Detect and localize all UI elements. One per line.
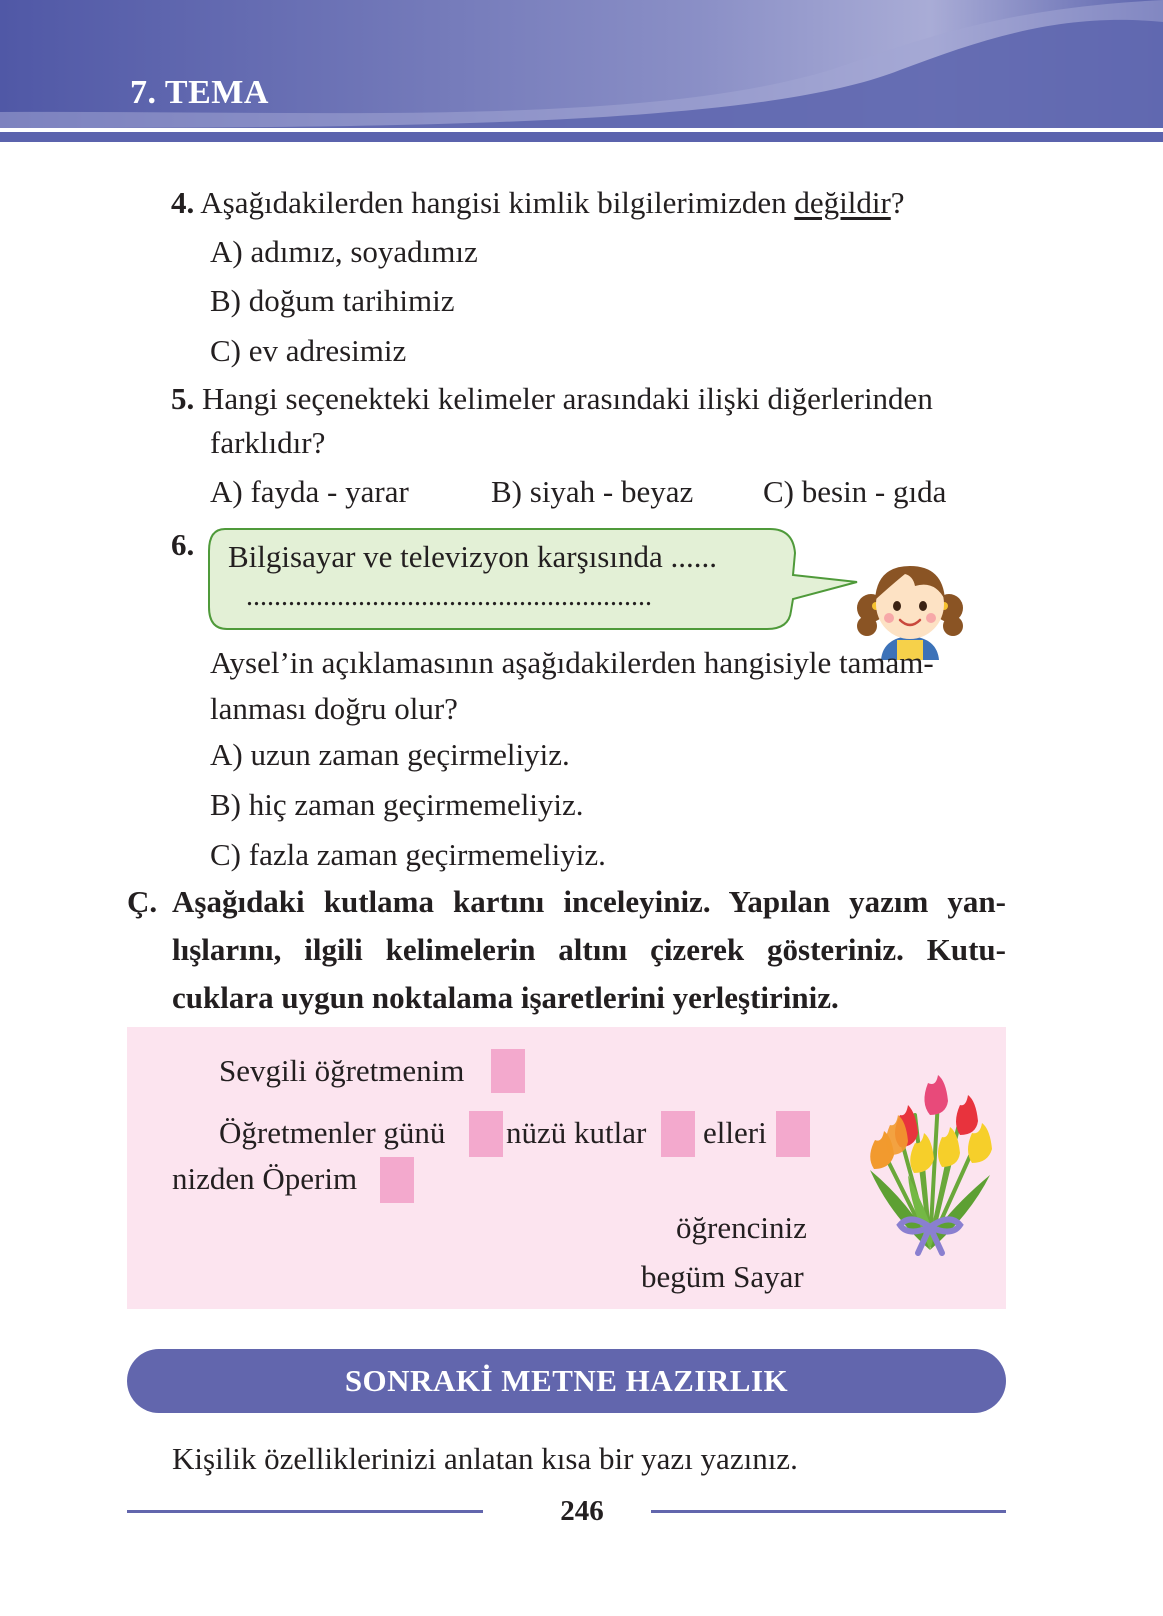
punctuation-box-5[interactable] (380, 1157, 414, 1203)
page-number: 246 (560, 1495, 604, 1527)
question-4-option-c: C) ev adresimiz (210, 333, 407, 368)
question-5-text-line2: farklıdır? (210, 425, 326, 460)
question-6-option-c: C) fazla zaman geçirmemeliyiz. (210, 837, 606, 872)
question-4-option-b: B) doğum tarihimiz (210, 283, 455, 318)
question-6-text-line1: Aysel’in açıklamasının aşağıdakilerden hangisiyle tamam- (210, 645, 934, 680)
bubble-text-line1: Bilgisayar ve televizyon karşısında ...... (228, 539, 717, 574)
bubble-text-line2: .......................................................... (246, 581, 652, 612)
punctuation-box-4[interactable] (776, 1111, 810, 1157)
card-greeting: Sevgili öğretmenim (219, 1053, 465, 1088)
question-5-option-c: C) besin - gıda (763, 474, 947, 509)
section-c-line3: cuklara uygun noktalama işaretlerini yerleştiriniz. (172, 980, 839, 1015)
question-5 (171, 380, 933, 418)
next-text-title: SONRAKİ METNE HAZIRLIK (344, 1363, 789, 1398)
question-5-option-a: A) fayda - yarar (210, 474, 409, 509)
question-4-number: 4. (171, 185, 195, 220)
card-body-part2: nüzü kutlar (506, 1115, 647, 1150)
question-6-number: 6. (171, 527, 195, 562)
question-6-option-b: B) hiç zaman geçirmemeliyiz. (210, 787, 584, 822)
footer-rule-right (651, 1510, 1006, 1513)
question-4-text: Aşağıdakilerden hangisi kimlik bilgilerimizden (200, 185, 795, 220)
question-4-underlined-word: değildir (794, 185, 891, 220)
card-body-line2: nizden Öperim (172, 1161, 358, 1196)
section-c-letter: Ç. (127, 884, 158, 919)
theme-label: 7. TEMA (130, 74, 269, 111)
card-signature-line1: öğrenciniz (676, 1210, 807, 1245)
card-body-part1: Öğretmenler günü (219, 1115, 446, 1150)
page-header (0, 0, 1163, 150)
question-4-mark: ? (890, 185, 905, 220)
section-c-line2: lışlarını, ilgili kelimelerin altını çizerek gösteriniz. Kutu- (172, 932, 1006, 967)
question-4-option-a: A) adımız, soyadımız (210, 234, 478, 269)
question-5-text-line1: Hangi seçenekteki kelimeler arasındaki ilişki diğerlerinden (202, 381, 933, 416)
tulip-bouquet-illustration (860, 1075, 1000, 1265)
next-text-instruction: Kişilik özelliklerinizi anlatan kısa bir yazı yazınız. (172, 1441, 798, 1476)
punctuation-box-3[interactable] (661, 1111, 695, 1157)
card-signature-line2: begüm Sayar (641, 1259, 804, 1294)
question-4 (171, 184, 905, 222)
question-6-text-line2: lanması doğru olur? (210, 691, 458, 726)
question-5-option-b: B) siyah - beyaz (491, 474, 694, 509)
card-body-part3: elleri (703, 1115, 767, 1150)
punctuation-box-1[interactable] (491, 1049, 525, 1093)
question-5-number: 5. (171, 381, 195, 416)
punctuation-box-2[interactable] (469, 1111, 503, 1157)
next-text-banner (127, 1349, 1006, 1413)
footer-rule-left (127, 1510, 483, 1513)
section-c-line1: Aşağıdaki kutlama kartını inceleyiniz. Yapılan yazım yan- (172, 884, 1006, 919)
question-6-option-a: A) uzun zaman geçirmeliyiz. (210, 737, 570, 772)
